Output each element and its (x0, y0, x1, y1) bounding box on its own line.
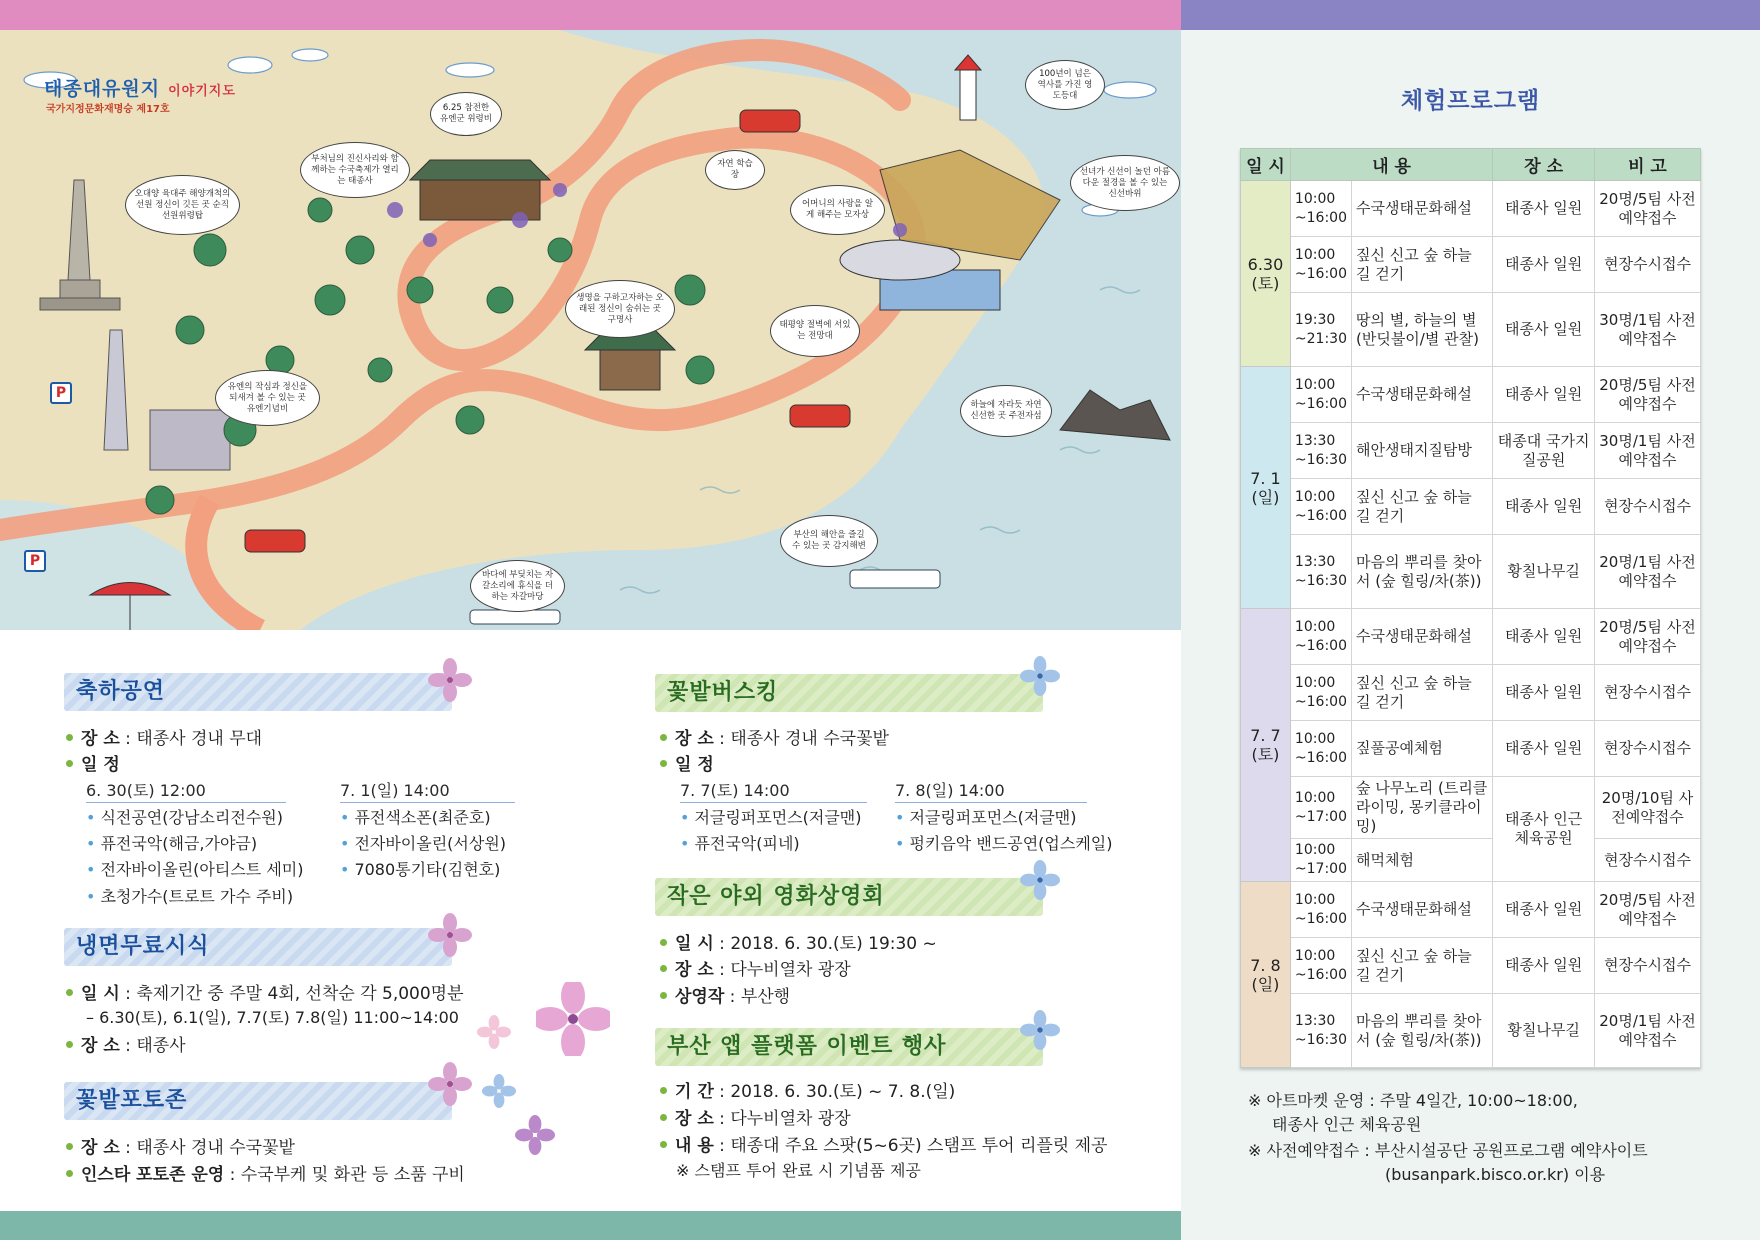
section-noodles-title: 냉면무료시식 (64, 928, 452, 966)
content-cell: 숲 나무노리 (트리클라이밍, 몽키클라이밍) (1351, 777, 1492, 839)
busking-item: • 저글링퍼포먼스(저글맨) (680, 805, 861, 828)
header-note: 비 고 (1594, 149, 1700, 181)
busking-item: • 저글링퍼포먼스(저글맨) (895, 805, 1076, 828)
performance-day2-date: 7. 1(일) 14:00 (340, 778, 515, 803)
content-cell: 짚풀공예체험 (1351, 721, 1492, 777)
flower-icon (428, 658, 472, 702)
flower-icon (428, 1062, 472, 1106)
program-title: 체험프로그램 (1400, 88, 1541, 114)
time-cell: 10:00 ~16:00 (1290, 367, 1351, 423)
content-cell: 짚신 신고 숲 하늘 길 걷기 (1351, 237, 1492, 293)
place-cell: 태종사 일원 (1493, 721, 1595, 777)
content-cell: 짚신 신고 숲 하늘 길 걷기 (1351, 479, 1492, 535)
map-bubble: 자연 학습장 (705, 150, 765, 190)
note-cell: 20명/1팀 사전예약접수 (1594, 535, 1700, 609)
noodles-place: 장 소 : 태종사 (66, 1031, 186, 1056)
performance-item: • 퓨전색소폰(최준호) (340, 805, 491, 828)
place-cell: 황칠나무길 (1493, 994, 1595, 1068)
table-header-row (1241, 149, 1701, 181)
map-title: 태종대유원지 이야기지도 (44, 78, 236, 100)
time-cell: 10:00 ~16:00 (1290, 665, 1351, 721)
performance-place: 장 소 : 태종사 경내 무대 (66, 724, 262, 749)
illustrated-map (0, 30, 1181, 630)
table-row (1241, 293, 1701, 367)
note-cell: 20명/5팀 사전예약접수 (1594, 882, 1700, 938)
header-datetime: 일 시 (1241, 149, 1291, 181)
section-app-title: 부산 앱 플랫폼 이벤트 행사 (655, 1028, 1043, 1066)
flower-icon (1020, 1010, 1060, 1050)
place-cell: 태종사 일원 (1493, 665, 1595, 721)
movie-place: 장 소 : 다누비열차 광장 (660, 955, 851, 980)
time-cell: 10:00 ~16:00 (1290, 609, 1351, 665)
content-cell: 짚신 신고 숲 하늘 길 걷기 (1351, 665, 1492, 721)
content-cell: 해안생태지질탐방 (1351, 423, 1492, 479)
time-cell: 10:00 ~16:00 (1290, 882, 1351, 938)
place-cell: 태종사 일원 (1493, 367, 1595, 423)
note-cell: 20명/5팀 사전예약접수 (1594, 181, 1700, 237)
day-cell: 7. 8 (일) (1241, 882, 1291, 1068)
busking-day1-date: 7. 7(토) 14:00 (680, 778, 867, 803)
app-content: 내 용 : 태종대 주요 스팟(5~6곳) 스탬프 투어 리플릿 제공 (660, 1131, 1107, 1156)
photozone-insta: 인스타 포토존 운영 : 수국부케 및 화관 등 소품 구비 (66, 1160, 465, 1185)
note-cell: 20명/1팀 사전예약접수 (1594, 994, 1700, 1068)
section-performance-title: 축하공연 (64, 673, 452, 711)
noodles-time: 일 시 : 축제기간 중 주말 4회, 선착순 각 5,000명분 (66, 979, 464, 1004)
time-cell: 19:30 ~21:30 (1290, 293, 1351, 367)
note-cell: 20명/10팀 사전예약접수 (1594, 777, 1700, 839)
flower-icon (482, 1074, 516, 1108)
time-cell: 10:00 ~16:00 (1290, 181, 1351, 237)
content-cell: 수국생태문화해설 (1351, 609, 1492, 665)
map-bubble: 부처님의 진신사리와 함께하는 수국축제가 열리는 태종사 (300, 142, 410, 198)
content-cell: 수국생태문화해설 (1351, 882, 1492, 938)
day-cell: 7. 1 (일) (1241, 367, 1291, 609)
content-cell: 수국생태문화해설 (1351, 367, 1492, 423)
note-cell: 20명/5팀 사전예약접수 (1594, 609, 1700, 665)
note-cell: 현장수시접수 (1594, 665, 1700, 721)
map-bubble: 100년이 넘은 역사를 가진 영도등대 (1025, 60, 1105, 110)
place-cell: 태종사 일원 (1493, 882, 1595, 938)
header-content: 내 용 (1290, 149, 1492, 181)
section-busking-title: 꽃밭버스킹 (655, 674, 1043, 712)
performance-item: • 초청가수(트로트 가수 주비) (86, 884, 293, 907)
table-row (1241, 882, 1701, 938)
map-bubble: 6.25 참전한 유엔군 위령비 (430, 92, 502, 136)
place-cell: 태종사 일원 (1493, 479, 1595, 535)
app-note: ※ 스탬프 투어 완료 시 기념품 제공 (676, 1161, 921, 1180)
app-period: 기 간 : 2018. 6. 30.(토) ~ 7. 8.(일) (660, 1077, 955, 1102)
flower-icon (1020, 656, 1060, 696)
performance-item: • 전자바이올린(아티스트 세미) (86, 857, 303, 880)
section-photozone-title: 꽃밭포토존 (64, 1082, 452, 1120)
flower-icon (536, 982, 610, 1056)
busking-day2-date: 7. 8(일) 14:00 (895, 778, 1087, 803)
program-table (1240, 148, 1701, 1068)
map-bubble: 오대양 육대주 해양개척의 선원 정신이 깃든 곳 순직선원위령탑 (125, 175, 240, 235)
place-cell: 황칠나무길 (1493, 535, 1595, 609)
table-row (1241, 721, 1701, 777)
photozone-place: 장 소 : 태종사 경내 수국꽃밭 (66, 1133, 295, 1158)
place-cell: 태종사 일원 (1493, 237, 1595, 293)
time-cell: 13:30 ~16:30 (1290, 423, 1351, 479)
footnote-reservation: ※ 사전예약접수 : 부산시설공단 공원프로그램 예약사이트 (1248, 1141, 1648, 1160)
day-cell: 6.30 (토) (1241, 181, 1291, 367)
map-bubble: 유엔의 작심과 정신을 되새겨 볼 수 있는 곳 유엔기념비 (215, 370, 320, 426)
footnote-reservation-site: (busanpark.bisco.or.kr) 이용 (1385, 1165, 1606, 1184)
note-cell: 30명/1팀 사전예약접수 (1594, 293, 1700, 367)
map-bubble: 하늘에 자라듯 자연 신선한 곳 주전자섬 (960, 385, 1052, 437)
time-cell: 13:30 ~16:30 (1290, 535, 1351, 609)
place-cell: 태종대 국가지질공원 (1493, 423, 1595, 479)
busking-item: • 펑키음악 밴드공연(업스케일) (895, 831, 1112, 854)
top-purple-band (1181, 0, 1760, 30)
map-bubble: 태평양 절벽에 서있는 전망대 (770, 305, 860, 357)
time-cell: 10:00 ~16:00 (1290, 479, 1351, 535)
note-cell: 현장수시접수 (1594, 721, 1700, 777)
note-cell: 현장수시접수 (1594, 479, 1700, 535)
note-cell: 현장수시접수 (1594, 839, 1700, 882)
content-cell: 짚신 신고 숲 하늘 길 걷기 (1351, 938, 1492, 994)
place-cell: 태종사 일원 (1493, 293, 1595, 367)
time-cell: 10:00 ~17:00 (1290, 839, 1351, 882)
content-cell: 마음의 뿌리를 찾아서 (숲 힐링/차(茶)) (1351, 535, 1492, 609)
table-row (1241, 938, 1701, 994)
content-cell: 해먹체험 (1351, 839, 1492, 882)
table-row (1241, 777, 1701, 839)
time-cell: 10:00 ~16:00 (1290, 721, 1351, 777)
map-bubble: 어머니의 사랑을 알게 해주는 모자상 (790, 185, 885, 235)
map-bubble: 부산의 해안을 즐길 수 있는 곳 감지해변 (780, 515, 878, 567)
time-cell: 10:00 ~16:00 (1290, 237, 1351, 293)
place-cell: 태종사 일원 (1493, 609, 1595, 665)
performance-schedule-label: 일 정 (66, 750, 120, 775)
app-place: 장 소 : 다누비열차 광장 (660, 1104, 851, 1129)
section-movie-title: 작은 야외 영화상영회 (655, 878, 1043, 916)
table-row (1241, 237, 1701, 293)
note-cell: 현장수시접수 (1594, 938, 1700, 994)
note-cell: 30명/1팀 사전예약접수 (1594, 423, 1700, 479)
map-bubble: 선녀가 신선이 놀던 아름다운 절경을 볼 수 있는 신선바위 (1070, 155, 1180, 211)
performance-item: • 퓨전국악(해금,가야금) (86, 831, 257, 854)
flower-icon (428, 913, 472, 957)
footnote-art-market-place: 태종사 인근 체육공원 (1272, 1115, 1422, 1134)
table-row (1241, 665, 1701, 721)
flower-icon (477, 1015, 511, 1049)
performance-item: • 식전공연(강남소리전수원) (86, 805, 283, 828)
map-bubble: 바다에 부딪치는 자갈소리에 휴식을 더하는 자갈마당 (470, 560, 565, 612)
busking-item: • 퓨전국악(피네) (680, 831, 800, 854)
busking-schedule-label: 일 정 (660, 750, 714, 775)
time-cell: 10:00 ~17:00 (1290, 777, 1351, 839)
table-row (1241, 994, 1701, 1068)
flower-icon (515, 1115, 555, 1155)
movie-film: 상영작 : 부산행 (660, 982, 790, 1007)
performance-item: • 전자바이올린(서상원) (340, 831, 506, 854)
time-cell: 13:30 ~16:30 (1290, 994, 1351, 1068)
performance-day1-date: 6. 30(토) 12:00 (86, 778, 286, 803)
content-cell: 땅의 별, 하늘의 별 (반딧불이/별 관찰) (1351, 293, 1492, 367)
place-cell: 태종사 인근 체육공원 (1493, 777, 1595, 882)
busking-place: 장 소 : 태종사 경내 수국꽃밭 (660, 724, 889, 749)
performance-item: • 7080통기타(김현호) (340, 857, 500, 880)
note-cell: 현장수시접수 (1594, 237, 1700, 293)
content-cell: 수국생태문화해설 (1351, 181, 1492, 237)
table-row (1241, 535, 1701, 609)
map-subtitle: 국가지정문화재명승 제17호 (46, 104, 170, 115)
day-cell: 7. 7 (토) (1241, 609, 1291, 882)
table-row (1241, 479, 1701, 535)
parking-sign: P (50, 382, 72, 404)
place-cell: 태종사 일원 (1493, 938, 1595, 994)
header-place: 장 소 (1493, 149, 1595, 181)
map-bubble: 생명을 구하고자하는 오래된 정신이 숨쉬는 곳 구명사 (565, 280, 675, 338)
parking-sign: P (24, 550, 46, 572)
table-row (1241, 839, 1701, 882)
bottom-teal-band (0, 1211, 1181, 1240)
flower-icon (1020, 860, 1060, 900)
top-pink-band (0, 0, 1181, 30)
movie-time: 일 시 : 2018. 6. 30.(토) 19:30 ~ (660, 929, 937, 954)
table-row (1241, 609, 1701, 665)
content-cell: 마음의 뿌리를 찾아서 (숲 힐링/차(茶)) (1351, 994, 1492, 1068)
footnote-art-market: ※ 아트마켓 운영 : 주말 4일간, 10:00~18:00, (1248, 1091, 1578, 1110)
note-cell: 20명/5팀 사전예약접수 (1594, 367, 1700, 423)
time-cell: 10:00 ~16:00 (1290, 938, 1351, 994)
noodles-time-detail: – 6.30(토), 6.1(일), 7.7(토) 7.8(일) 11:00~14:00 (86, 1008, 459, 1027)
table-row (1241, 367, 1701, 423)
table-row (1241, 181, 1701, 237)
place-cell: 태종사 일원 (1493, 181, 1595, 237)
table-row (1241, 423, 1701, 479)
